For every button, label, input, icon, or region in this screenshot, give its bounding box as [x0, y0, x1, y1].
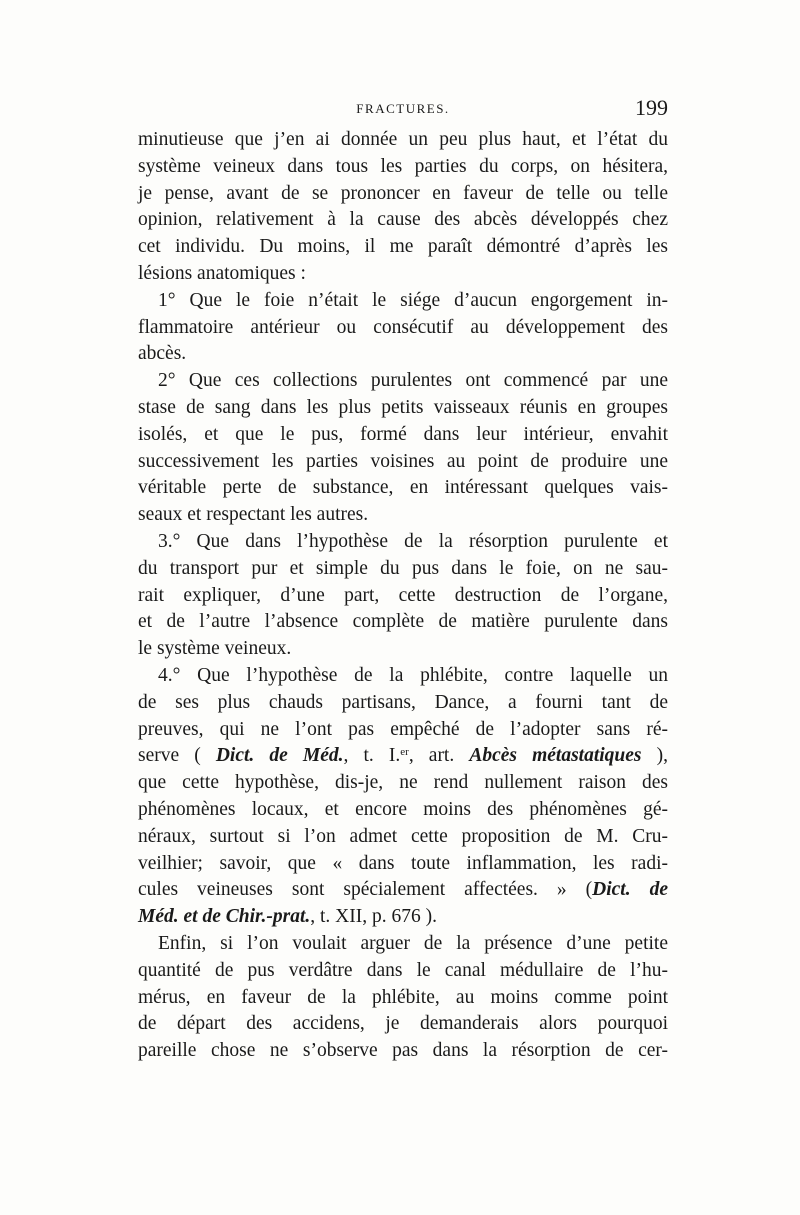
text-line [138, 958, 668, 985]
text-segment: successivement les parties voisines au point de produire une [138, 450, 668, 472]
text-segment: 2° Que ces collections purulentes ont commencé par une [158, 370, 668, 392]
text-line [138, 583, 668, 610]
text-line [138, 368, 668, 395]
text-line [138, 1011, 668, 1038]
text-segment: abcès. [138, 343, 187, 365]
text-segment: opinion, relativement à la cause des abcès développés chez [138, 209, 668, 231]
text-line [138, 1038, 668, 1065]
text-line [138, 824, 668, 851]
text-segment: isolés, et que le pus, formé dans leur intérieur, envahit [138, 423, 668, 445]
text-segment: 3.° Que dans l’hypothèse de la résorption purulente et [158, 530, 668, 552]
text-line [138, 261, 668, 288]
text-segment: 1° Que le foie n’était le siége d’aucun engorgement in- [158, 289, 668, 311]
text-line [138, 931, 668, 958]
text-line [138, 851, 668, 878]
text-line [138, 422, 668, 449]
text-segment: de ses plus chauds partisans, Dance, a fourni tant de [138, 691, 668, 713]
text-line [138, 207, 668, 234]
text-segment: serve ( [138, 745, 216, 767]
text-line [138, 181, 668, 208]
text-segment: phénomènes locaux, et encore moins des phénomènes gé- [138, 798, 668, 820]
text-segment: seaux et respectant les autres. [138, 504, 369, 526]
text-segment: stase de sang dans les plus petits vaisseaux réunis en groupes [138, 396, 668, 418]
body-text [138, 127, 668, 1065]
text-segment: système veineux dans tous les parties du corps, on hésitera, [138, 155, 668, 177]
text-segment: preuves, qui ne l’ont pas empêché de l’adopter sans ré- [138, 718, 668, 740]
italic-citation: Méd. et de Chir.-prat. [138, 906, 311, 928]
text-line [138, 395, 668, 422]
text-line [138, 985, 668, 1012]
text-segment: de départ des accidens, je demanderais alors pourquoi [138, 1013, 668, 1035]
text-segment: pareille chose ne s’observe pas dans la résorption de cer- [138, 1040, 668, 1062]
italic-citation: Dict. de [592, 879, 669, 901]
text-segment: minutieuse que j’en ai donnée un peu plus haut, et l’état du [138, 129, 668, 150]
superscript: er [400, 746, 409, 759]
text-line [138, 556, 668, 583]
text-segment: le système veineux. [138, 638, 292, 660]
text-line [138, 770, 668, 797]
text-segment: , art. [408, 745, 470, 767]
text-line [138, 797, 668, 824]
text-segment: et de l’autre l’absence complète de matière purulente dans [138, 611, 668, 633]
text-line [138, 341, 668, 368]
text-line [138, 529, 668, 556]
page-number: 199 [635, 95, 668, 120]
text-segment: mérus, en faveur de la phlébite, au moins comme point [138, 986, 668, 1008]
text-line [138, 743, 668, 770]
text-line [138, 154, 668, 181]
text-segment: je pense, avant de se prononcer en faveur de telle ou telle [138, 182, 668, 204]
text-line [138, 234, 668, 261]
text-line [138, 877, 668, 904]
text-segment: veilhier; savoir, que « dans toute inflammation, les radi- [138, 852, 668, 874]
text-line [138, 475, 668, 502]
italic-citation: Abcès métastatiques [469, 745, 642, 767]
text-segment: cules veineuses sont spécialement affectées. » ( [138, 879, 593, 901]
text-line [138, 127, 668, 154]
text-segment: néraux, surtout si l’on admet cette proposition de M. Cru- [138, 825, 668, 847]
text-segment: véritable perte de substance, en intéressant quelques vais- [138, 477, 668, 499]
text-segment: que cette hypothèse, dis-je, ne rend nullement raison des [138, 772, 668, 794]
text-segment: lésions anatomiques : [138, 262, 306, 284]
text-segment: 4.° Que l’hypothèse de la phlébite, contre laquelle un [158, 664, 668, 686]
text-line [138, 636, 668, 663]
text-segment: , t. XII, p. 676 ). [310, 906, 437, 928]
text-line [138, 609, 668, 636]
running-title: FRACTURES. [356, 101, 450, 116]
text-segment: quantité de pus verdâtre dans le canal médullaire de l’hu- [138, 959, 668, 981]
text-line [138, 449, 668, 476]
text-line [138, 690, 668, 717]
text-line [138, 315, 668, 342]
text-line [138, 663, 668, 690]
text-segment: flammatoire antérieur ou consécutif au développement des [138, 316, 668, 338]
text-segment: Enfin, si l’on voulait arguer de la présence d’une petite [158, 932, 668, 954]
italic-citation: Dict. de Méd. [215, 745, 344, 767]
text-line [138, 717, 668, 744]
text-segment: , t. I. [343, 745, 401, 767]
page-header [138, 95, 668, 125]
text-segment: du transport pur et simple du pus dans le foie, on ne sau- [138, 557, 668, 579]
text-line [138, 288, 668, 315]
text-segment: ), [641, 745, 668, 767]
text-segment: rait expliquer, d’une part, cette destruction de l’organe, [138, 584, 668, 606]
text-line [138, 904, 668, 931]
text-line [138, 502, 668, 529]
text-segment: cet individu. Du moins, il me paraît démontré d’après les [138, 236, 668, 258]
